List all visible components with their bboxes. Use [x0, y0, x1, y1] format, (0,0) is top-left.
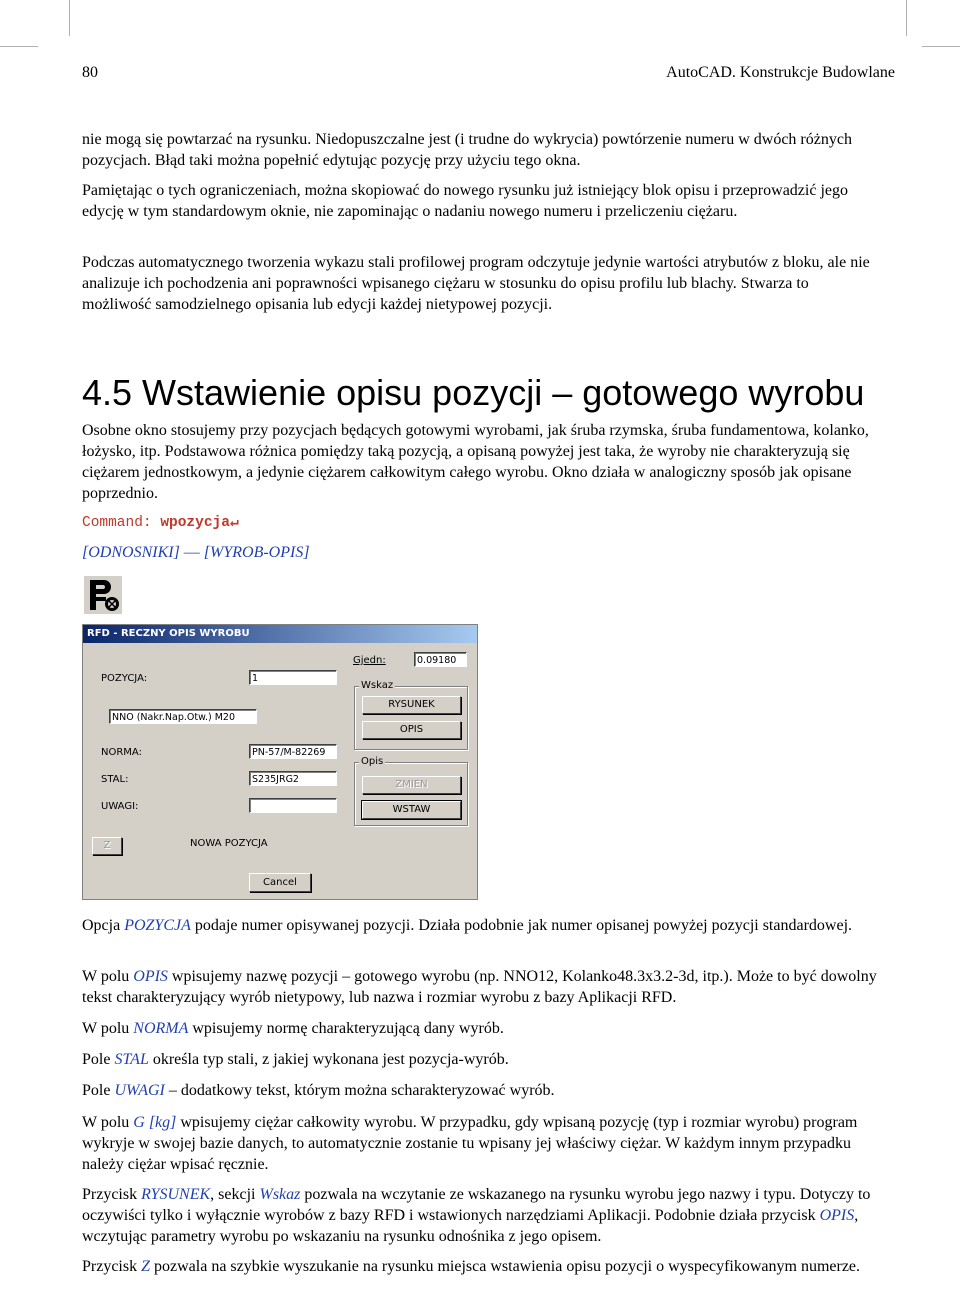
desc-text: , sekcji: [210, 1186, 260, 1203]
menu-odnosniki: [ODNOSNIKI]: [82, 544, 180, 561]
desc-text: Przycisk: [82, 1258, 142, 1275]
z-button[interactable]: Z: [92, 837, 122, 855]
menu-path: [82, 544, 310, 562]
wskaz-group-label: Wskaz: [361, 680, 394, 691]
crop-mark: [906, 0, 907, 36]
desc-text: , wczytując parametry wyrobu po wskazaniu na rysunku odnośnika z jego opisem.: [82, 1207, 859, 1245]
desc-text: Pole: [82, 1082, 115, 1099]
section-heading: 4.5 Wstawienie opisu pozycji – gotowego wyrobu: [82, 372, 865, 413]
desc-ref: G [kg]: [133, 1114, 177, 1131]
desc-ref: POZYCJA: [124, 917, 191, 934]
zmien-button[interactable]: ZMIEN: [362, 776, 461, 794]
crop-mark: [0, 46, 38, 47]
norma-field[interactable]: PN-57/M-82269: [249, 744, 337, 759]
desc-text: Opcja: [82, 917, 125, 934]
manual-item-description-dialog: [82, 624, 478, 900]
rfd-item-description-icon: [84, 576, 122, 614]
command-prefix: Command:: [82, 515, 161, 531]
dialog-title: RFD - RECZNY OPIS WYROBU: [83, 625, 477, 643]
menu-separator: —: [179, 544, 204, 561]
stal-label: STAL:: [101, 774, 129, 785]
uwagi-label: UWAGI:: [101, 801, 139, 812]
crop-mark: [922, 46, 960, 47]
description-rysunek: [82, 1184, 882, 1247]
desc-ref: OPIS: [133, 968, 168, 985]
desc-text: podaje numer opisywanej pozycji. Działa podobnie jak numer opisanej powyżej pozycji standardowej.: [190, 917, 853, 934]
description-g: [82, 1112, 882, 1175]
desc-ref: RYSUNEK: [141, 1186, 211, 1203]
desc-text: określa typ stali, z jakiej wykonana jest pozycja-wyrób.: [148, 1051, 509, 1068]
description-stal: [82, 1049, 882, 1070]
description-uwagi: [82, 1080, 882, 1101]
stal-field[interactable]: S235JRG2: [249, 771, 337, 786]
menu-wyrob-opis: [WYROB-OPIS]: [203, 544, 310, 561]
opis-field[interactable]: NNO (Nakr.Nap.Otw.) M20: [109, 709, 257, 724]
uwagi-field[interactable]: [249, 798, 337, 813]
desc-text: wpisujemy ciężar całkowity wyrobu. W przypadku, gdy wpisaną pozycję (typ i rozmiar wyrobu) program wykryje w swojej bazie danych, to automatycznie zostanie tu wpisany jej właściwy ciężar. W każdym innym przypadku należy ciężar wpisać ręcznie.: [82, 1114, 858, 1173]
section-intro: Osobne okno stosujemy przy pozycjach będących gotowymi wyrobami, jak śruba rzymska, śruba fundamentowa, kolanko, łożysko, itp. Podstawowa różnica pomiędzy taką pozycją, a opisaną powyżej jest taka, że wyroby nie charakteryzują się ciężarem jednostkowym, a jedynie ciężarem całkowitym całego wyrobu. Okno działa w analogiczny sposób jak opisane poprzednio.: [82, 422, 869, 502]
desc-text: wpisujemy normę charakteryzującą dany wyrób.: [188, 1020, 504, 1037]
desc-ref: Wskaz: [259, 1186, 301, 1203]
command-value: wpozycja↵: [160, 515, 239, 531]
description-opis: [82, 966, 882, 1008]
paragraph: Pamiętając o tych ograniczeniach, można skopiować do nowego rysunku już istniejący blok opisu i przeprowadzić jego edycję w tym standardowym oknie, nie zapominając o nadaniu nowego numeru i przeliczeniu ciężaru.: [82, 182, 848, 220]
desc-text: W polu: [82, 1020, 134, 1037]
crop-mark: [69, 0, 70, 36]
pozycja-field[interactable]: 1: [249, 670, 337, 685]
description-norma: [82, 1018, 882, 1039]
command-line: [82, 514, 239, 531]
desc-text: W polu: [82, 1114, 134, 1131]
nowa-pozycja-label: NOWA POZYCJA: [190, 838, 268, 849]
norma-label: NORMA:: [101, 747, 142, 758]
desc-ref: OPIS: [819, 1207, 855, 1224]
wstaw-button[interactable]: WSTAW: [362, 801, 461, 819]
rysunek-button[interactable]: RYSUNEK: [362, 696, 461, 714]
pozycja-label: POZYCJA:: [101, 673, 148, 684]
gjedn-field[interactable]: 0.09180: [414, 652, 467, 667]
desc-text: pozwala na szybkie wyszukanie na rysunku miejsca wstawienia opisu pozycji o wyspecyfikowanym numerze.: [150, 1258, 861, 1275]
paragraph: nie mogą się powtarzać na rysunku. Niedopuszczalne jest (i trudne do wykrycia) powtórzenie numeru w dwóch różnych pozycjach. Błąd taki można popełnić edytując pozycję przy użyciu tego okna.: [82, 131, 852, 169]
description-z: [82, 1256, 882, 1277]
desc-ref: STAL: [114, 1051, 149, 1068]
desc-ref: Z: [141, 1258, 151, 1275]
desc-text: pozwala na wczytanie ze wskazanego na rysunku wyrobu jego nazwy i typu. Dotyczy to oczywiści tylko i wyłącznie wyrobów z bazy RFD i wstawionych narzędziami Aplikacji. Podobnie działa przycisk: [82, 1186, 871, 1224]
desc-text: W polu: [82, 968, 134, 985]
paragraph: Podczas automatycznego tworzenia wykazu stali profilowej program odczytuje jedynie wartości atrybutów z bloku, ale nie analizuje ich pochodzenia ani poprawności wpisanego ciężaru w stosunku do opisu profilu lub blachy. Stwarza to możliwość samodzielnego opisania lub edycji każdej nietypowej pozycji.: [82, 254, 870, 313]
desc-text: – dodatkowy tekst, którym można scharakteryzować wyrób.: [164, 1082, 555, 1099]
opis-group-label: Opis: [361, 756, 384, 767]
desc-text: Przycisk: [82, 1186, 142, 1203]
desc-ref: NORMA: [133, 1020, 189, 1037]
description-pozycja: [82, 915, 882, 936]
gjedn-label: Gjedn:: [353, 655, 386, 666]
running-title: AutoCAD. Konstrukcje Budowlane: [666, 64, 895, 81]
page-number: 80: [82, 64, 98, 81]
cancel-button[interactable]: Cancel: [249, 873, 311, 892]
opis-button[interactable]: OPIS: [362, 721, 461, 739]
desc-text: Pole: [82, 1051, 115, 1068]
desc-ref: UWAGI: [114, 1082, 165, 1099]
desc-text: wpisujemy nazwę pozycji – gotowego wyrobu (np. NNO12, Kolanko48.3x3.2-3d, itp.). Może to być dowolny tekst charakteryzujący wyrób nietypowy, lub nazwa i rozmiar wyrobu z bazy Aplikacji RFD.: [82, 968, 877, 1006]
